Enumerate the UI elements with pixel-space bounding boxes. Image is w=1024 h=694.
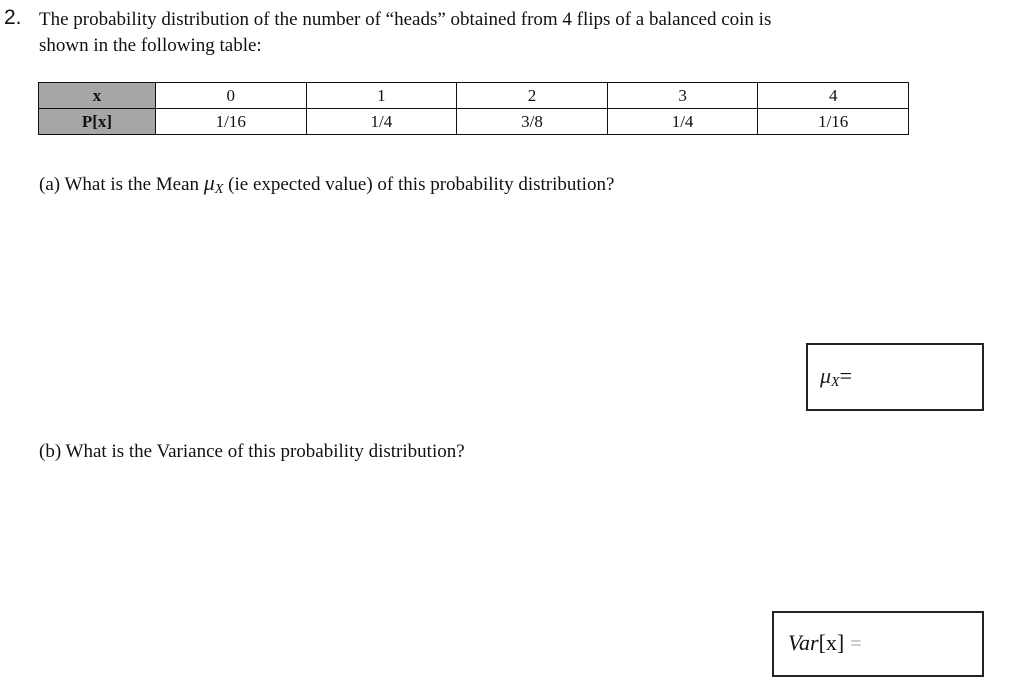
table-row-px	[39, 109, 909, 135]
x-value-cell: 1	[306, 83, 457, 109]
var-argument: [x]	[818, 630, 845, 655]
answer-equals: =	[839, 363, 853, 388]
variance-equals: =	[850, 633, 862, 655]
x-value-cell: 0	[156, 83, 307, 109]
probability-cell: 1/16	[156, 109, 307, 135]
probability-distribution-table	[38, 82, 909, 135]
part-b-question: (b) What is the Variance of this probability distribution?	[39, 441, 465, 462]
x-value-cell: 3	[607, 83, 758, 109]
probability-cell: 1/4	[607, 109, 758, 135]
row-header-px: P[x]	[39, 109, 156, 135]
question-stem	[39, 7, 939, 59]
probability-cell: 3/8	[457, 109, 608, 135]
part-a-prefix: (a) What is the Mean	[39, 174, 204, 195]
part-a-question	[39, 171, 614, 202]
question-stem-line-1: The probability distribution of the number of “heads” obtained from 4 flips of a balanced coin is	[39, 9, 772, 30]
mu-symbol: μ	[203, 170, 215, 195]
mu-subscript: X	[214, 182, 224, 197]
mean-answer-label	[820, 363, 852, 396]
question-stem-line-2: shown in the following table:	[39, 35, 262, 56]
answer-mu-subscript: X	[831, 375, 840, 390]
question-number: 2.	[4, 6, 22, 29]
mean-answer-box[interactable]	[806, 343, 984, 411]
variance-answer-label	[788, 630, 862, 657]
probability-cell: 1/16	[758, 109, 909, 135]
probability-cell: 1/4	[306, 109, 457, 135]
variance-answer-box[interactable]	[772, 611, 984, 677]
x-value-cell: 4	[758, 83, 909, 109]
x-value-cell: 2	[457, 83, 608, 109]
var-word: Var	[788, 630, 819, 655]
part-a-suffix: (ie expected value) of this probability distribution?	[223, 174, 615, 195]
row-header-x: x	[39, 83, 156, 109]
table-row-x	[39, 83, 909, 109]
answer-mu-symbol: μ	[820, 363, 832, 388]
